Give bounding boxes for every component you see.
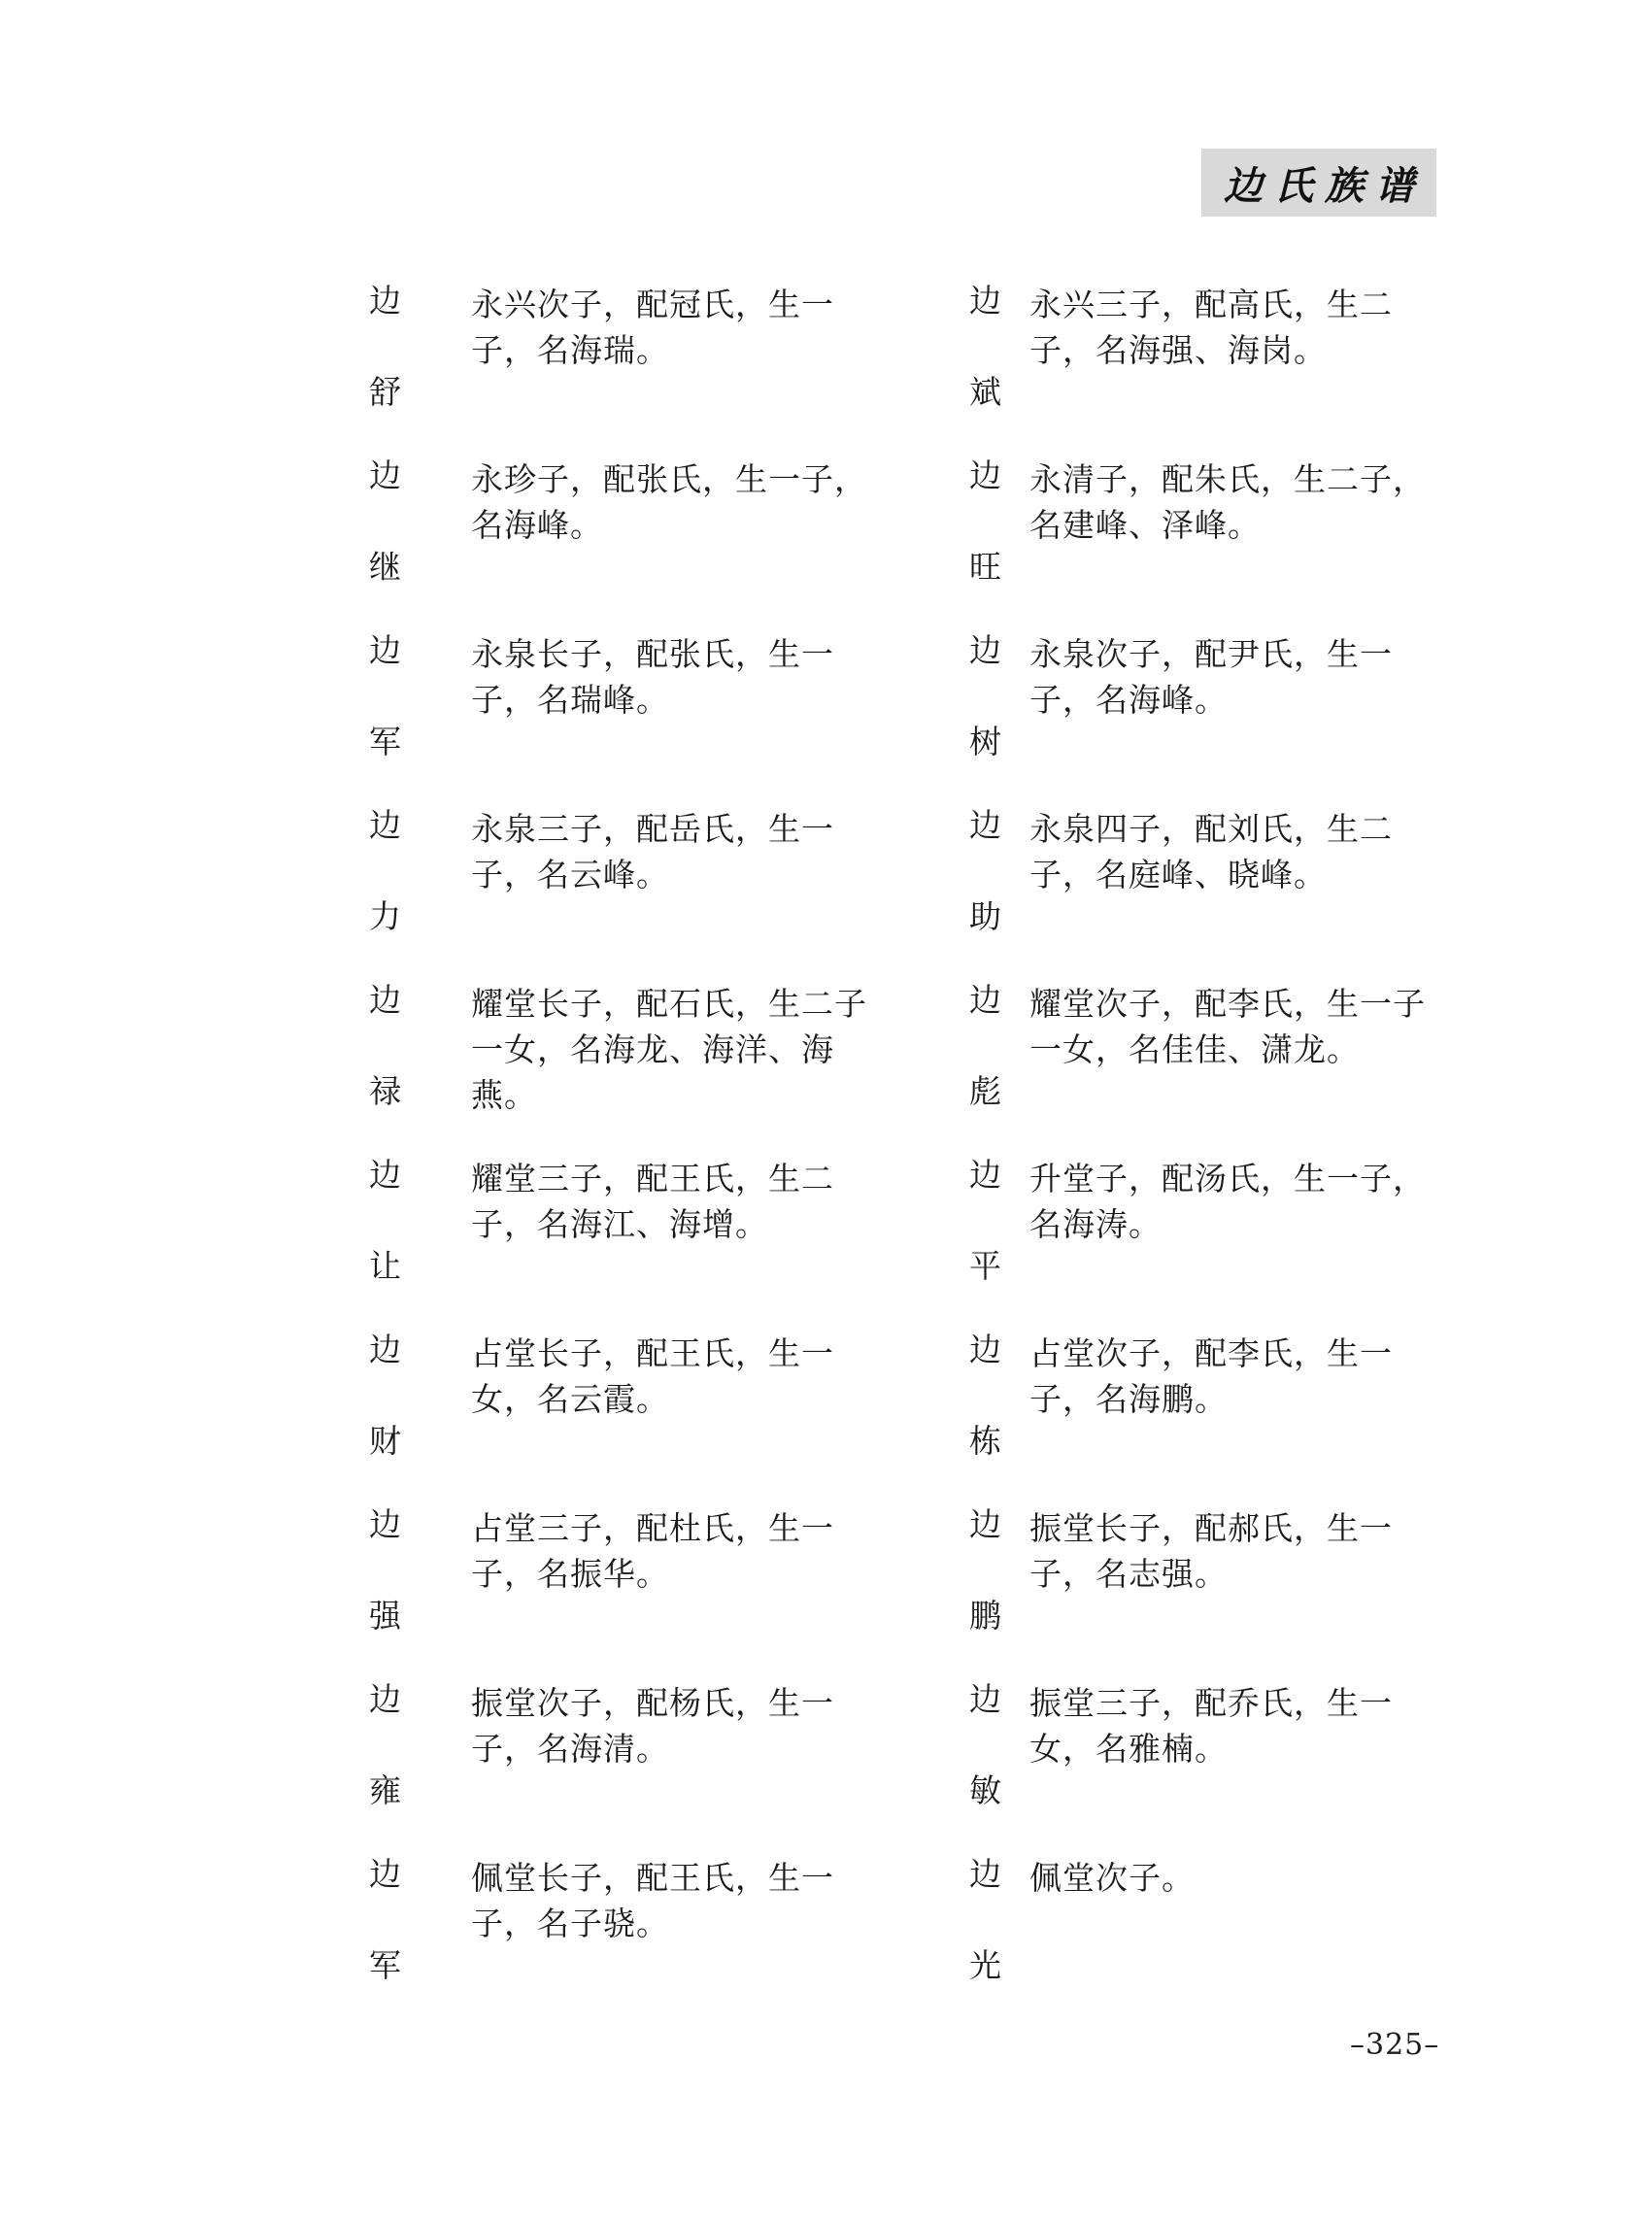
entry-given-name: 树 bbox=[969, 723, 1001, 760]
genealogy-entry bbox=[369, 1505, 874, 1651]
genealogy-entry bbox=[969, 1855, 1474, 2001]
genealogy-entry bbox=[369, 1855, 874, 2001]
entry-name bbox=[369, 282, 418, 427]
genealogy-entry bbox=[369, 1156, 874, 1301]
entry-name bbox=[369, 631, 418, 777]
entry-name bbox=[969, 456, 1018, 602]
entry-given-name: 财 bbox=[369, 1422, 401, 1460]
entry-given-name: 禄 bbox=[369, 1072, 401, 1110]
entry-surname: 边 bbox=[969, 1156, 1001, 1194]
genealogy-entry bbox=[969, 1505, 1474, 1651]
entry-description: 永清子，配朱氏，生二子，名建峰、泽峰。 bbox=[1029, 460, 1426, 544]
entry-given-name: 继 bbox=[369, 548, 401, 586]
entry-given-name: 鹏 bbox=[969, 1597, 1001, 1635]
entry-description: 振堂三子，配乔氏，生一女，名雅楠。 bbox=[1029, 1684, 1393, 1768]
entry-description: 耀堂三子，配王氏，生二子，名海江、海增。 bbox=[471, 1160, 834, 1243]
entry-description: 升堂子，配汤氏，生一子，名海涛。 bbox=[1029, 1160, 1426, 1243]
genealogy-entry bbox=[969, 456, 1474, 602]
entry-description: 佩堂次子。 bbox=[1029, 1859, 1195, 1897]
entry-description: 振堂次子，配杨氏，生一子，名海清。 bbox=[471, 1684, 834, 1768]
entry-surname: 边 bbox=[969, 631, 1001, 669]
genealogy-entry bbox=[369, 631, 874, 777]
entry-given-name: 光 bbox=[969, 1946, 1001, 1984]
entry-given-name: 敏 bbox=[969, 1771, 1001, 1809]
genealogy-entry bbox=[369, 1680, 874, 1826]
entry-given-name: 军 bbox=[369, 723, 401, 760]
entry-name bbox=[369, 806, 418, 952]
entry-surname: 边 bbox=[969, 1680, 1001, 1718]
entry-surname: 边 bbox=[969, 806, 1001, 844]
entry-name bbox=[369, 1331, 418, 1476]
entry-surname: 边 bbox=[369, 1156, 401, 1194]
entry-name bbox=[369, 1156, 418, 1301]
genealogy-entry bbox=[969, 1156, 1474, 1301]
entry-given-name: 栋 bbox=[969, 1422, 1001, 1460]
entry-given-name: 舒 bbox=[369, 373, 401, 411]
genealogy-entry bbox=[969, 981, 1474, 1127]
entry-name bbox=[369, 1855, 418, 2001]
entry-description: 占堂三子，配杜氏，生一子，名振华。 bbox=[471, 1509, 834, 1593]
entry-name bbox=[369, 1680, 418, 1826]
entry-name bbox=[969, 981, 1018, 1127]
header-tab bbox=[1201, 149, 1436, 217]
entry-surname: 边 bbox=[369, 631, 401, 669]
genealogy-entry bbox=[369, 981, 874, 1127]
genealogy-entry bbox=[969, 1680, 1474, 1826]
entry-surname: 边 bbox=[369, 1680, 401, 1718]
entry-surname: 边 bbox=[969, 1855, 1001, 1893]
page-number: –325– bbox=[1350, 2028, 1440, 2062]
entry-given-name: 助 bbox=[969, 897, 1001, 935]
entry-surname: 边 bbox=[369, 456, 401, 494]
entry-description: 耀堂长子，配石氏，生二子一女，名海龙、海洋、海燕。 bbox=[471, 985, 867, 1114]
entry-given-name: 让 bbox=[369, 1247, 401, 1285]
genealogy-entry bbox=[969, 806, 1474, 952]
entry-surname: 边 bbox=[369, 806, 401, 844]
entry-description: 永泉长子，配张氏，生一子，名瑞峰。 bbox=[471, 635, 834, 719]
page-title: 边氏族谱 bbox=[1224, 162, 1426, 209]
entry-description: 耀堂次子，配李氏，生一子一女，名佳佳、潇龙。 bbox=[1029, 985, 1426, 1068]
genealogy-entry bbox=[369, 282, 874, 427]
entry-given-name: 强 bbox=[369, 1597, 401, 1635]
entry-description: 永泉次子，配尹氏，生一子，名海峰。 bbox=[1029, 635, 1393, 719]
entry-surname: 边 bbox=[369, 282, 401, 320]
entry-name bbox=[969, 1505, 1018, 1651]
entry-description: 振堂长子，配郝氏，生一子，名志强。 bbox=[1029, 1509, 1393, 1593]
entry-surname: 边 bbox=[369, 1505, 401, 1543]
entry-description: 占堂长子，配王氏，生一女，名云霞。 bbox=[471, 1334, 834, 1418]
entry-given-name: 平 bbox=[969, 1247, 1001, 1285]
entry-name bbox=[969, 631, 1018, 777]
entry-given-name: 军 bbox=[369, 1946, 401, 1984]
entry-description: 永泉四子，配刘氏，生二子，名庭峰、晓峰。 bbox=[1029, 810, 1393, 894]
entry-name bbox=[969, 1680, 1018, 1826]
entry-description: 永兴三子，配高氏，生二子，名海强、海岗。 bbox=[1029, 286, 1393, 369]
entry-description: 永兴次子，配冠氏，生一子，名海瑞。 bbox=[471, 286, 834, 369]
entry-name bbox=[969, 282, 1018, 427]
genealogy-entry bbox=[969, 631, 1474, 777]
entry-surname: 边 bbox=[369, 1331, 401, 1368]
genealogy-entry bbox=[369, 456, 874, 602]
entry-name bbox=[969, 1855, 1018, 2001]
entry-description: 占堂次子，配李氏，生一子，名海鹏。 bbox=[1029, 1334, 1393, 1418]
entry-description: 永珍子，配张氏，生一子，名海峰。 bbox=[471, 460, 867, 544]
entry-name bbox=[969, 1331, 1018, 1476]
entry-name bbox=[969, 1156, 1018, 1301]
genealogy-entry bbox=[969, 282, 1474, 427]
entry-surname: 边 bbox=[969, 1331, 1001, 1368]
entry-given-name: 力 bbox=[369, 897, 401, 935]
entry-surname: 边 bbox=[369, 1855, 401, 1893]
entry-given-name: 旺 bbox=[969, 548, 1001, 586]
entry-name bbox=[969, 806, 1018, 952]
entry-surname: 边 bbox=[969, 981, 1001, 1019]
genealogy-entry bbox=[969, 1331, 1474, 1476]
entry-given-name: 斌 bbox=[969, 373, 1001, 411]
entry-description: 永泉三子，配岳氏，生一子，名云峰。 bbox=[471, 810, 834, 894]
entry-given-name: 雍 bbox=[369, 1771, 401, 1809]
entry-description: 佩堂长子，配王氏，生一子，名子骁。 bbox=[471, 1859, 834, 1942]
entry-surname: 边 bbox=[969, 456, 1001, 494]
entry-given-name: 彪 bbox=[969, 1072, 1001, 1110]
entry-surname: 边 bbox=[969, 1505, 1001, 1543]
genealogy-entry bbox=[369, 1331, 874, 1476]
entry-name bbox=[369, 981, 418, 1127]
entry-surname: 边 bbox=[969, 282, 1001, 320]
genealogy-entry bbox=[369, 806, 874, 952]
entry-name bbox=[369, 1505, 418, 1651]
entry-name bbox=[369, 456, 418, 602]
entry-surname: 边 bbox=[369, 981, 401, 1019]
